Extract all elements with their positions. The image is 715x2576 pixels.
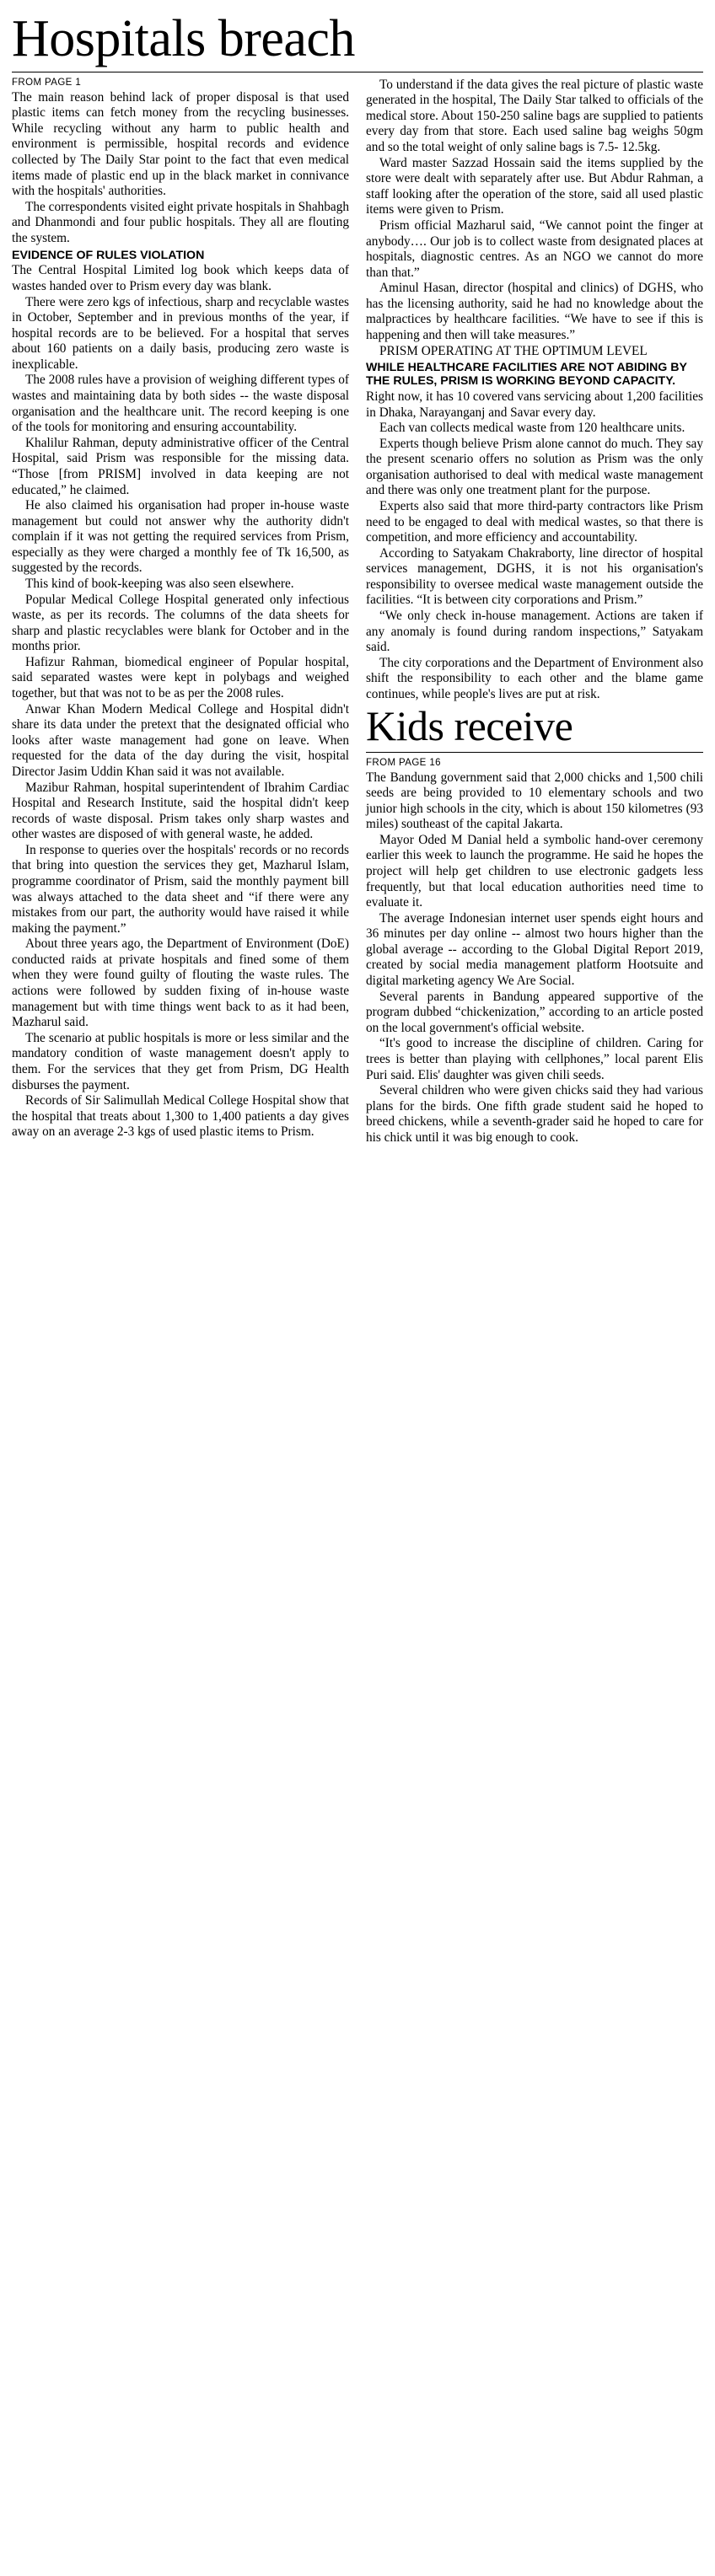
paragraph: Mazibur Rahman, hospital superintendent of Ibrahim Cardiac Hospital and Research Institute, said the hospital didn't keep records of waste disposal. Prism takes only sharp wastes and other wastes are disposed of with general waste, he added. bbox=[12, 780, 349, 842]
paragraph: Records of Sir Salimullah Medical College Hospital show that the hospital that treats about 1,300 to 1,400 patients a day gives away on an average 2-3 kgs of used plastic items to Prism. bbox=[12, 1093, 349, 1140]
paragraph: Several parents in Bandung appeared supportive of the program dubbed “chickenization,” according to an article posted on the local government's official website. bbox=[366, 989, 703, 1035]
paragraph: Mayor Oded M Danial held a symbolic hand-over ceremony earlier this week to launch the programme. He said he hopes the project will help get children to use electronic gadgets less frequently, but that local education authorities need time to evaluate it. bbox=[366, 832, 703, 910]
paragraph: Ward master Sazzad Hossain said the items supplied by the store were dealt with separately after use. But Abdur Rahman, a staff looking after the operation of the store, said all used plastic items were given to Prism. bbox=[366, 155, 703, 217]
paragraph: The 2008 rules have a provision of weighing different types of wastes and maintaining data by both sides -- the waste disposal organisation and the healthcare unit. The record keeping is one of the tools for monitoring and ensuring accountability. bbox=[12, 373, 349, 435]
paragraph: Popular Medical College Hospital generated only infectious waste, as per its records. The columns of the data sheets for sharp and plastic recyclables were blank for October and in the months prior. bbox=[12, 592, 349, 654]
page-title-secondary: Kids receive bbox=[366, 701, 573, 749]
section-subhead: EVIDENCE OF RULES VIOLATION bbox=[12, 248, 205, 262]
paragraph: Several children who were given chicks said they had various plans for the birds. One fifth grade student said he hoped to breed chickens, while a seventh-grader said he hoped to care for his chick until it was big enough to cook. bbox=[366, 1083, 703, 1145]
paragraph: About three years ago, the Department of Environment (DoE) conducted raids at private hospitals and fined some of them when they were found guilty of flouting the waste rules. The actions were followed by sudden fixing of in-house waste management but with time things went back to as it had been, Mazharul said. bbox=[12, 936, 349, 1030]
paragraph: “We only check in-house management. Actions are taken if any anomaly is found during random inspections,” Satyakam said. bbox=[366, 609, 703, 655]
paragraph: The scenario at public hospitals is more or less similar and the mandatory condition of waste management doesn't apply to them. For the services that they get from Prism, DG Health disburses the payment. bbox=[12, 1030, 349, 1092]
paragraph: The Bandung government said that 2,000 chicks and 1,500 chili seeds are being provided to 10 elementary schools and two junior high schools in the city, which is about 150 kilometres (93 miles) southeast of the capital Jakarta. bbox=[366, 770, 703, 832]
paragraph: The correspondents visited eight private hospitals in Shahbagh and Dhanmondi and four public hospitals. They all are flouting the system. bbox=[12, 199, 349, 245]
page-title: Hospitals breach bbox=[12, 10, 355, 67]
paragraph: Experts also said that more third-party contractors like Prism need to be engaged to deal with medical wastes, so that there is competition, and more efficiency and accountability. bbox=[366, 499, 703, 545]
paragraph: Khalilur Rahman, deputy administrative officer of the Central Hospital, said Prism was responsible for the missing data. “Those [from PRISM] involved in data keeping are not educated,” he claimed. bbox=[12, 435, 349, 497]
jumpline-article2: FROM PAGE 16 bbox=[366, 757, 441, 768]
paragraph: Each van collects medical waste from 120 healthcare units. bbox=[379, 421, 685, 436]
paragraph: Prism official Mazharul said, “We cannot point the finger at anybody…. Our job is to collect waste from designated places at hospitals, diagnostic centres. As an NGO we cannot do more than that.” bbox=[366, 217, 703, 280]
jumpline-article1: FROM PAGE 1 bbox=[12, 77, 82, 88]
paragraph: Right now, it has 10 covered vans servicing about 1,200 facilities in Dhaka, Narayanganj and Savar every day. bbox=[366, 389, 703, 420]
paragraph: Hafizur Rahman, biomedical engineer of Popular hospital, said separated wastes were kept in polybags and weighed together, but that was not to be as per the 2008 rules. bbox=[12, 654, 349, 701]
paragraph: According to Satyakam Chakraborty, line director of hospital services management, DGHS, it is not his organisation's responsibility to oversee medical waste management outside the facilities. “It is between city corporations and Prism.” bbox=[366, 545, 703, 608]
paragraph: There were zero kgs of infectious, sharp and recyclable wastes in October, September and in previous months of the year, if hospital records are to be believed. For a hospital that serves about 160 patients on a daily basis, producing zero waste is inexplicable. bbox=[12, 294, 349, 372]
paragraph: He also claimed his organisation had proper in-house waste management but could not answer why the authority didn't complain if it was not getting the required services from Prism, especially as they were charged a monthly fee of Tk 16,500, as suggested by the records. bbox=[12, 498, 349, 576]
paragraph: The main reason behind lack of proper disposal is that used plastic items can fetch money from the recycling businesses. While recycling without any harm to public health and environment is permissible, hospital records and evidence collected by The Daily Star point to the fact that even medical items made of plastic end up in the black market in connivance with the hospitals' authorities. bbox=[12, 89, 349, 199]
paragraph: Aminul Hasan, director (hospital and clinics) of DGHS, who has the licensing authority, said he had no knowledge about the malpractices by healthcare facilities. “We have to see if this is happening and then will take measures.” bbox=[366, 281, 703, 342]
paragraph: The Central Hospital Limited log book which keeps data of wastes handed over to Prism every day was blank. bbox=[12, 263, 349, 294]
section-subhead: WHILE HEALTHCARE FACILITIES ARE NOT ABIDING BY THE RULES, PRISM IS WORKING BEYOND CAPACITY. bbox=[366, 361, 687, 389]
headline-divider-secondary bbox=[366, 752, 703, 753]
article-columns bbox=[12, 78, 703, 1146]
paragraph: This kind of book-keeping was also seen elsewhere. bbox=[25, 577, 294, 591]
paragraph: “It's good to increase the discipline of children. Caring for trees is better than playing with cellphones,” local parent Elis Puri said. Elis' daughter was given chili seeds. bbox=[366, 1036, 703, 1082]
paragraph: Anwar Khan Modern Medical College and Hospital didn't share its data under the pretext that the designated official who looks after waste management had gone on leave. When requested for the data of the day during the visit, hospital Director Jasim Uddin Khan said it was not available. bbox=[12, 701, 349, 779]
paragraph: In response to queries over the hospitals' records or no records that bring into question the services they get, Mazharul Islam, programme coordinator of Prism, said the monthly payment bill was always attached to the data sheet and “if there were any mistakes from our part, the authority would have raised it while making the payment.” bbox=[12, 842, 349, 936]
paragraph: The city corporations and the Department of Environment also shift the responsibility to each other and the blame game continues, while people's lives are put at risk. bbox=[366, 655, 704, 701]
paragraph: The average Indonesian internet user spends eight hours and 36 minutes per day online -- almost two hours higher than the global average -- according to the Global Digital Report 2019, created by social media management platform Hootsuite and digital marketing agency We Are Social. bbox=[366, 910, 703, 989]
paragraph: To understand if the data gives the real picture of plastic waste generated in the hospital, The Daily Star talked to officials of the medical store. About 150-250 saline bags are supplied to patients every day from that store. Each used saline bag weighs 50gm and so the total weight of only saline bags is 7.5- 12.5kg. bbox=[366, 77, 703, 155]
paragraph: Experts though believe Prism alone cannot do much. They say the present scenario offers no solution as Prism was the only organisation authorised to deal with medical waste management and there was only one treatment plant for the purpose. bbox=[366, 436, 703, 498]
paragraph: PRISM OPERATING AT THE OPTIMUM LEVEL bbox=[379, 343, 648, 358]
